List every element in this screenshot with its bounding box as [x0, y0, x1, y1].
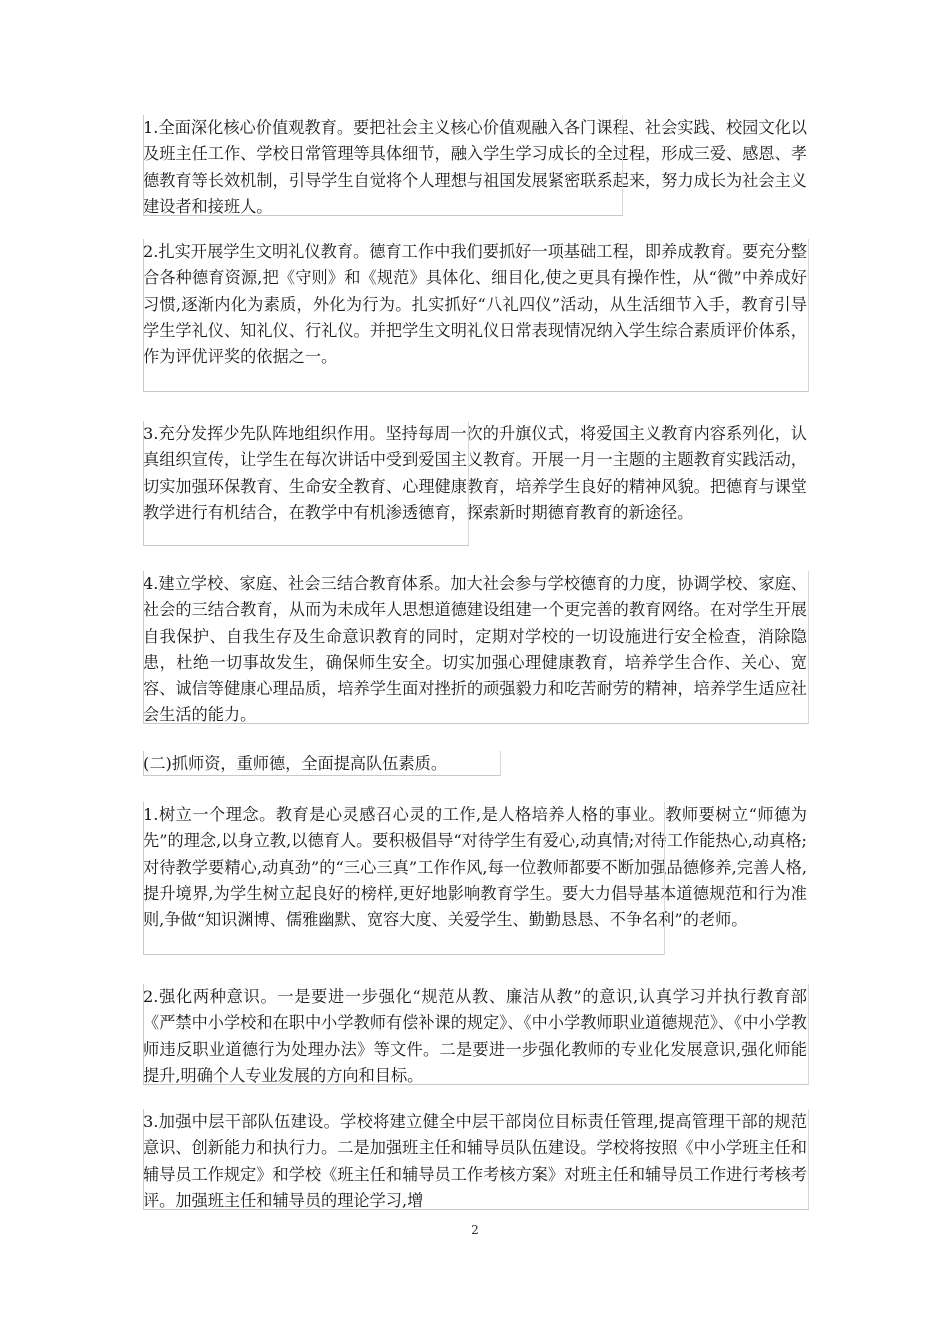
paragraph-core-values: 1.全面深化核心价值观教育。要把社会主义核心价值观融入各门课程、社会实践、校园文化以及班主任工作、学校日常管理等具体细节，融入学生学习成长的全过程，形成三爱、感恩、孝德教育等长效机制，引导学生自觉将个人理想与祖国发展紧密联系起来，努力成长为社会主义建设者和接班人。	[143, 118, 807, 216]
page-number: 2	[471, 1223, 479, 1237]
paragraph-etiquette: 2.扎实开展学生文明礼仪教育。德育工作中我们要抓好一项基础工程，即养成教育。要充分整合各种德育资源,把《守则》和《规范》具体化、细目化,使之更具有操作性，从“微”中养成好习惯,逐渐内化为素质，外化为行为。扎实抓好“八礼四仪”活动，从生活细节入手，教育引导学生学礼仪、知礼仪、行礼仪。并把学生文明礼仪日常表现情况纳入学生综合素质评价体系，作为评优评奖的依据之一。	[143, 242, 807, 367]
paragraph-one-concept: 1.树立一个理念。教育是心灵感召心灵的工作,是人格培养人格的事业。教师要树立“师德为先”的理念,以身立教,以德育人。要积极倡导“对待学生有爱心,动真情;对待工作能热心,动真格;对待教学要精心,动真劲”的“三心三真”工作作风,每一位教师都要不断加强品德修养,完善人格,提升境界,为学生树立起良好的榜样,更好地影响教育学生。要大力倡导基本道德规范和行为准则,争做“知识渊博、儒雅幽默、宽容大度、关爱学生、勤勤恳恳、不争名利”的老师。	[143, 805, 807, 930]
section-heading-teachers: (二)抓师资，重师德，全面提高队伍素质。	[143, 754, 448, 773]
paragraph-three-combined: 4.建立学校、家庭、社会三结合教育体系。加大社会参与学校德育的力度，协调学校、家庭、社会的三结合教育，从而为未成年人思想道德建设组建一个更完善的教育网络。在对学生开展自我保护、自我生存及生命意识教育的同时，定期对学校的一切设施进行安全检查，消除隐患，杜绝一切事故发生，确保师生安全。切实加强心理健康教育，培养学生合作、关心、宽容、诚信等健康心理品质，培养学生面对挫折的顽强毅力和吃苦耐劳的精神，培养学生适应社会生活的能力。	[143, 574, 807, 725]
paragraph-young-pioneers: 3.充分发挥少先队阵地组织作用。坚持每周一次的升旗仪式，将爱国主义教育内容系列化，认真组织宣传，让学生在每次讲话中受到爱国主义教育。开展一月一主题的主题教育实践活动，切实加强环保教育、生命安全教育、心理健康教育，培养学生良好的精神风貌。把德育与课堂教学进行有机结合，在教学中有机渗透德育，探索新时期德育教育的新途径。	[143, 424, 807, 522]
paragraph-middle-cadres: 3.加强中层干部队伍建设。学校将建立健全中层干部岗位目标责任管理,提高管理干部的规范意识、创新能力和执行力。二是加强班主任和辅导员队伍建设。学校将按照《中小学班主任和辅导员工作规定》和学校《班主任和辅导员工作考核方案》对班主任和辅导员工作进行考核考评。加强班主任和辅导员的理论学习,增	[143, 1112, 807, 1210]
paragraph-two-awareness: 2.强化两种意识。一是要进一步强化“规范从教、廉洁从教”的意识,认真学习并执行教育部《严禁中小学校和在职中小学教师有偿补课的规定》、《中小学教师职业道德规范》、《中小学教师违反职业道德行为处理办法》等文件。二是要进一步强化教师的专业化发展意识,强化师能提升,明确个人专业发展的方向和目标。	[143, 987, 807, 1085]
